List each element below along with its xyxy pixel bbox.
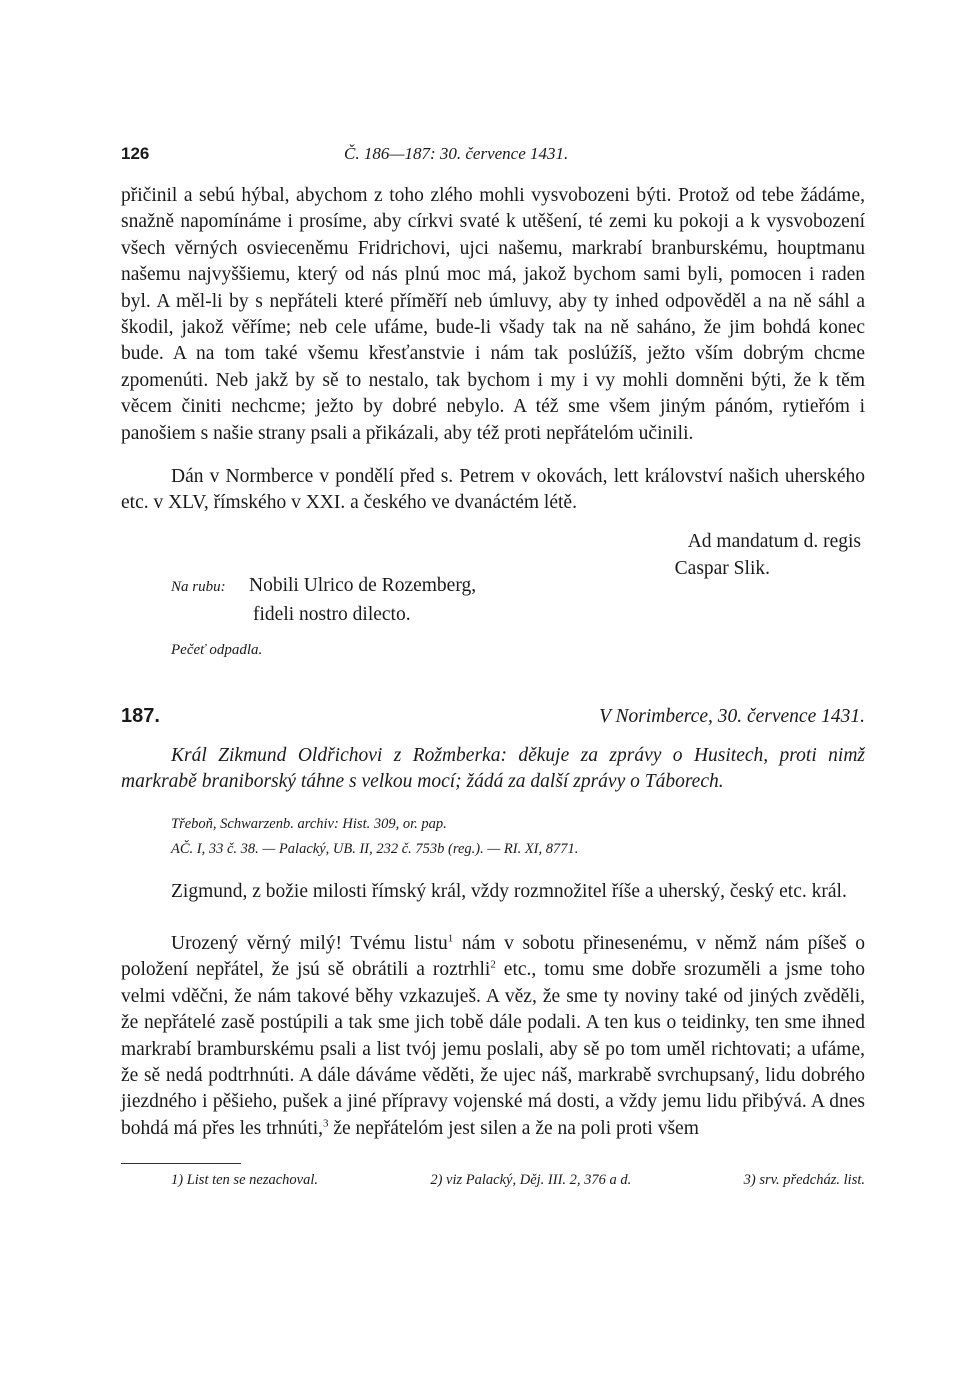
- endorsement-address: [171, 572, 476, 628]
- footnote-3: 3) srv. předcház. list.: [743, 1172, 865, 1188]
- page-number: 126: [121, 144, 150, 163]
- endorsement-address-line-2: fideli nostro dilecto.: [253, 604, 411, 625]
- footnote-divider: [121, 1163, 241, 1164]
- document-regest: Král Zikmund Oldřichovi z Rožmberka: děkuje za zprávy o Husitech, proti nimž markrabě braniborský táhne s velkou mocí; žádá za další zprávy o Táborech.: [121, 745, 865, 792]
- endorsement-label: Na rubu:: [171, 579, 226, 595]
- footnote-reference[interactable]: 2: [490, 958, 496, 971]
- body-text-part: etc., tomu sme dobře srozuměli a jsme toho velmi vděčni, že nám takové běhy vzkazuješ. A věz, že sme ty noviny také od jiných zvěděli, že nepřátelé zasě postúpili a tak sme jich tobě dále podali. A ten kus o teidinky, ten sme ihned markrabí bramburskému psali a list tvój jemu poslali, aby sě po tom uměl richtovati; a ufáme, že sě nedá podtrhnúti. A dále dáváme věděti, že ujec náš, markrabě svrchupsaný, lidu dobrého jiezdného i pěšieho, pušek a jiné přípravy vojenské má dosti, a vždy jemu lidu přibývá. A dnes bohdá má přes les trhnúti,: [121, 959, 866, 1139]
- body-text-part: že nepřátelóm jest silen a že na poli proti všem: [328, 1117, 699, 1139]
- letter-intitulation: Zigmund, z božie milosti římský král, vždy rozmnožitel říše a uherský, český etc. král.: [171, 881, 847, 902]
- chancery-signature: [675, 528, 865, 582]
- endorsement-address-line-1: Nobili Ulrico de Rozemberg,: [249, 575, 477, 596]
- footnotes: [171, 1172, 865, 1189]
- archival-source: Třeboň, Schwarzenb. archiv: Hist. 309, or. pap.: [171, 816, 447, 832]
- footnote-1: 1) List ten se nezachoval.: [171, 1172, 318, 1188]
- letter-body-paragraph: přičinil a sebú hýbal, abychom z toho zlého mohli vysvobozeni býti. Protož od tebe žádáme, snažně napomínáme i prosíme, aby církvi svaté k utěšení, té zemi ku pokoji a k vysvobození všech věrných osvieceněmu Fridrichovi, ujci našemu, markrabí branburskému, houptmanu našemu najvyššiemu, který od nás plnú moc má, jakož bychom sami byli, pomocen i raden byl. A měl-li by s nepřáteli které příměří neb úmluvy, aby ty inhed odpověděl a na ně sáhl a škodil, jakož věříme; neb cele ufáme, bude-li všady tak na ně saháno, že jim bohdá konec bude. A na tom také všemu křesťanstvie i nám tak poslúžíš, ježto vším dobrým chcme zpomenúti. Neb jakž by sě to nestalo, tak bychom i my i vy mohli domněni býti, že k těm věcem činiti nechcme; ježto by dobré nebylo. A též sme všem jiným pánóm, rytieřóm i panošiem s našie strany psali a přikázali, aby též proti nepřátelóm učinili.: [121, 185, 865, 444]
- footnote-reference[interactable]: 3: [323, 1117, 329, 1130]
- footnote-reference[interactable]: 1: [447, 932, 454, 945]
- edition-references: AČ. I, 33 č. 38. — Palacký, UB. II, 232 č. 753b (reg.). — RI. XI, 8771.: [171, 841, 579, 857]
- body-text-part: Urozený věrný milý! Tvému listu: [171, 933, 448, 954]
- document-number: 187.: [121, 705, 160, 727]
- letter-body-paragraph-2: [121, 931, 865, 1142]
- footnote-2: 2) viz Palacký, Děj. III. 2, 376 a d.: [430, 1172, 632, 1188]
- signature-mandate: Ad mandatum d. regis: [687, 531, 861, 552]
- body-text-part: nám v sobotu přinesenému, v němž nám píšeš o položení nepřátel, že jsú sě obrátili a roztrhli: [121, 933, 865, 981]
- running-head: Č. 186—187: 30. července 1431.: [344, 144, 569, 163]
- signature-name: Caspar Slik.: [674, 558, 770, 579]
- document-place-date: V Norimberce, 30. července 1431.: [599, 706, 865, 727]
- page-header: [121, 144, 865, 168]
- dating-clause: Dán v Normberce v pondělí před s. Petrem v okovách, lett království našich uherského etc. v XLV, římského v XXI. a českého ve dvanáctém létě.: [121, 466, 865, 514]
- seal-note: Pečeť odpadla.: [171, 642, 263, 658]
